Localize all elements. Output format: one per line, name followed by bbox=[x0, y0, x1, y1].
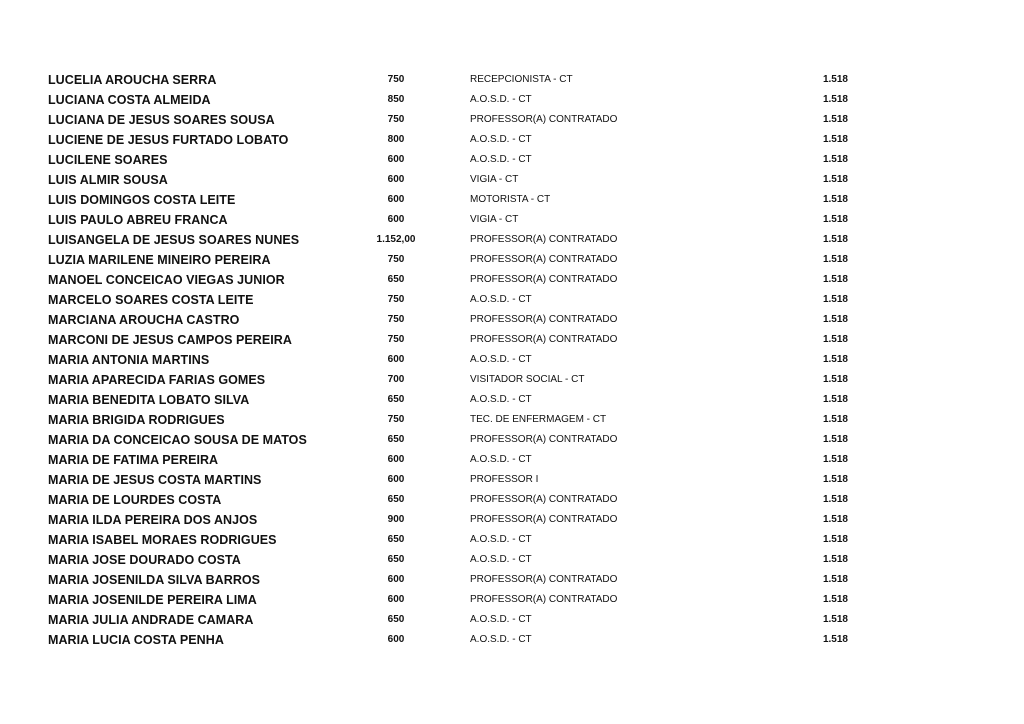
job-role: PROFESSOR(A) CONTRATADO bbox=[470, 254, 618, 265]
employee-name: LUIS ALMIR SOUSA bbox=[48, 173, 168, 187]
total-value: 1.518 bbox=[822, 174, 848, 185]
table-row bbox=[48, 490, 848, 510]
job-role: A.O.S.D. - CT bbox=[470, 94, 532, 105]
total-value: 1.518 bbox=[822, 234, 848, 245]
employee-name: LUIS PAULO ABREU FRANCA bbox=[48, 213, 228, 227]
table-row bbox=[48, 90, 848, 110]
job-role: PROFESSOR(A) CONTRATADO bbox=[470, 114, 618, 125]
employee-name: LUCIENE DE JESUS FURTADO LOBATO bbox=[48, 133, 289, 147]
job-role: PROFESSOR(A) CONTRATADO bbox=[470, 514, 618, 525]
total-value: 1.518 bbox=[822, 294, 848, 305]
employee-table bbox=[48, 70, 848, 650]
salary-value: 750 bbox=[387, 114, 405, 125]
job-role: A.O.S.D. - CT bbox=[470, 554, 532, 565]
table-row bbox=[48, 630, 848, 650]
total-value: 1.518 bbox=[822, 414, 848, 425]
employee-name: MARCIANA AROUCHA CASTRO bbox=[48, 313, 240, 327]
salary-value: 600 bbox=[387, 194, 405, 205]
employee-name: MARIA DE FATIMA PEREIRA bbox=[48, 453, 219, 467]
salary-value: 600 bbox=[387, 574, 405, 585]
table-row bbox=[48, 570, 848, 590]
table-row bbox=[48, 210, 848, 230]
job-role: PROFESSOR(A) CONTRATADO bbox=[470, 334, 618, 345]
salary-value: 750 bbox=[387, 334, 405, 345]
job-role: VISITADOR SOCIAL - CT bbox=[470, 374, 585, 385]
salary-value: 750 bbox=[387, 74, 405, 85]
table-row bbox=[48, 410, 848, 430]
employee-name: MARIA BRIGIDA RODRIGUES bbox=[48, 413, 225, 427]
total-value: 1.518 bbox=[822, 74, 848, 85]
salary-value: 600 bbox=[387, 474, 405, 485]
total-value: 1.518 bbox=[822, 334, 848, 345]
total-value: 1.518 bbox=[822, 454, 848, 465]
salary-value: 900 bbox=[387, 514, 405, 525]
job-role: A.O.S.D. - CT bbox=[470, 134, 532, 145]
salary-value: 600 bbox=[387, 174, 405, 185]
job-role: PROFESSOR(A) CONTRATADO bbox=[470, 594, 618, 605]
table-row bbox=[48, 170, 848, 190]
employee-name: LUISANGELA DE JESUS SOARES NUNES bbox=[48, 233, 300, 247]
job-role: MOTORISTA - CT bbox=[470, 194, 551, 205]
total-value: 1.518 bbox=[822, 554, 848, 565]
job-role: PROFESSOR I bbox=[470, 474, 539, 485]
salary-value: 750 bbox=[387, 294, 405, 305]
employee-name: MARIA ISABEL MORAES RODRIGUES bbox=[48, 533, 277, 547]
table-row bbox=[48, 610, 848, 630]
total-value: 1.518 bbox=[822, 474, 848, 485]
employee-name: MARIA DE LOURDES COSTA bbox=[48, 493, 222, 507]
job-role: VIGIA - CT bbox=[470, 174, 519, 185]
job-role: PROFESSOR(A) CONTRATADO bbox=[470, 274, 618, 285]
employee-name: MANOEL CONCEICAO VIEGAS JUNIOR bbox=[48, 273, 285, 287]
salary-value: 650 bbox=[387, 434, 405, 445]
total-value: 1.518 bbox=[822, 194, 848, 205]
employee-name: MARIA JOSENILDA SILVA BARROS bbox=[48, 573, 261, 587]
table-row bbox=[48, 190, 848, 210]
total-value: 1.518 bbox=[822, 274, 848, 285]
employee-name: MARIA APARECIDA FARIAS GOMES bbox=[48, 373, 266, 387]
salary-value: 650 bbox=[387, 494, 405, 505]
table-row bbox=[48, 130, 848, 150]
table-row bbox=[48, 590, 848, 610]
job-role: PROFESSOR(A) CONTRATADO bbox=[470, 234, 618, 245]
employee-name: MARIA ANTONIA MARTINS bbox=[48, 353, 210, 367]
salary-value: 600 bbox=[387, 354, 405, 365]
table-row bbox=[48, 390, 848, 410]
salary-value: 650 bbox=[387, 554, 405, 565]
salary-value: 700 bbox=[387, 374, 405, 385]
table-row bbox=[48, 310, 848, 330]
table-row bbox=[48, 330, 848, 350]
total-value: 1.518 bbox=[822, 434, 848, 445]
employee-name: MARIA JOSE DOURADO COSTA bbox=[48, 553, 241, 567]
employee-name: LUCELIA AROUCHA SERRA bbox=[48, 73, 217, 87]
salary-value: 750 bbox=[387, 254, 405, 265]
employee-name: LUCIANA DE JESUS SOARES SOUSA bbox=[48, 113, 275, 127]
job-role: A.O.S.D. - CT bbox=[470, 634, 532, 645]
job-role: A.O.S.D. - CT bbox=[470, 294, 532, 305]
total-value: 1.518 bbox=[822, 594, 848, 605]
job-role: A.O.S.D. - CT bbox=[470, 454, 532, 465]
salary-value: 650 bbox=[387, 534, 405, 545]
employee-name: LUCIANA COSTA ALMEIDA bbox=[48, 93, 211, 107]
total-value: 1.518 bbox=[822, 314, 848, 325]
salary-value: 650 bbox=[387, 274, 405, 285]
total-value: 1.518 bbox=[822, 514, 848, 525]
job-role: VIGIA - CT bbox=[470, 214, 519, 225]
salary-value: 600 bbox=[387, 594, 405, 605]
total-value: 1.518 bbox=[822, 114, 848, 125]
table-row bbox=[48, 150, 848, 170]
table-row bbox=[48, 290, 848, 310]
job-role: A.O.S.D. - CT bbox=[470, 394, 532, 405]
total-value: 1.518 bbox=[822, 614, 848, 625]
job-role: PROFESSOR(A) CONTRATADO bbox=[470, 434, 618, 445]
salary-value: 750 bbox=[387, 314, 405, 325]
salary-value: 600 bbox=[387, 454, 405, 465]
job-role: PROFESSOR(A) CONTRATADO bbox=[470, 314, 618, 325]
total-value: 1.518 bbox=[822, 354, 848, 365]
employee-name: MARIA ILDA PEREIRA DOS ANJOS bbox=[48, 513, 258, 527]
total-value: 1.518 bbox=[822, 394, 848, 405]
salary-value: 650 bbox=[387, 394, 405, 405]
employee-name: MARCONI DE JESUS CAMPOS PEREIRA bbox=[48, 333, 292, 347]
employee-name: MARIA LUCIA COSTA PENHA bbox=[48, 633, 224, 647]
table-row bbox=[48, 470, 848, 490]
employee-name: LUZIA MARILENE MINEIRO PEREIRA bbox=[48, 253, 271, 267]
employee-name: LUCILENE SOARES bbox=[48, 153, 168, 167]
job-role: A.O.S.D. - CT bbox=[470, 614, 532, 625]
table-row bbox=[48, 550, 848, 570]
salary-value: 600 bbox=[387, 214, 405, 225]
salary-value: 850 bbox=[387, 94, 405, 105]
table-row bbox=[48, 250, 848, 270]
total-value: 1.518 bbox=[822, 214, 848, 225]
job-role: A.O.S.D. - CT bbox=[470, 534, 532, 545]
salary-value: 650 bbox=[387, 614, 405, 625]
table-row bbox=[48, 510, 848, 530]
salary-value: 600 bbox=[387, 154, 405, 165]
total-value: 1.518 bbox=[822, 534, 848, 545]
employee-name: MARIA JOSENILDE PEREIRA LIMA bbox=[48, 593, 257, 607]
total-value: 1.518 bbox=[822, 134, 848, 145]
salary-value: 750 bbox=[387, 414, 405, 425]
table-row bbox=[48, 530, 848, 550]
salary-value: 800 bbox=[387, 134, 405, 145]
job-role: TEC. DE ENFERMAGEM - CT bbox=[470, 414, 607, 425]
total-value: 1.518 bbox=[822, 254, 848, 265]
job-role: PROFESSOR(A) CONTRATADO bbox=[470, 574, 618, 585]
job-role: A.O.S.D. - CT bbox=[470, 154, 532, 165]
employee-name: MARIA JULIA ANDRADE CAMARA bbox=[48, 613, 254, 627]
total-value: 1.518 bbox=[822, 94, 848, 105]
table-row bbox=[48, 430, 848, 450]
table-row bbox=[48, 450, 848, 470]
employee-name: LUIS DOMINGOS COSTA LEITE bbox=[48, 193, 236, 207]
table-row bbox=[48, 230, 848, 250]
table-row bbox=[48, 110, 848, 130]
table-row bbox=[48, 370, 848, 390]
job-role: A.O.S.D. - CT bbox=[470, 354, 532, 365]
table-row bbox=[48, 350, 848, 370]
job-role: RECEPCIONISTA - CT bbox=[470, 74, 573, 85]
total-value: 1.518 bbox=[822, 374, 848, 385]
salary-value: 600 bbox=[387, 634, 405, 645]
employee-name: MARIA DE JESUS COSTA MARTINS bbox=[48, 473, 262, 487]
employee-name: MARIA BENEDITA LOBATO SILVA bbox=[48, 393, 250, 407]
total-value: 1.518 bbox=[822, 154, 848, 165]
salary-value: 1.152,00 bbox=[376, 234, 416, 245]
total-value: 1.518 bbox=[822, 494, 848, 505]
job-role: PROFESSOR(A) CONTRATADO bbox=[470, 494, 618, 505]
total-value: 1.518 bbox=[822, 634, 848, 645]
table-row bbox=[48, 70, 848, 90]
table-row bbox=[48, 270, 848, 290]
employee-name: MARIA DA CONCEICAO SOUSA DE MATOS bbox=[48, 433, 307, 447]
total-value: 1.518 bbox=[822, 574, 848, 585]
employee-name: MARCELO SOARES COSTA LEITE bbox=[48, 293, 254, 307]
